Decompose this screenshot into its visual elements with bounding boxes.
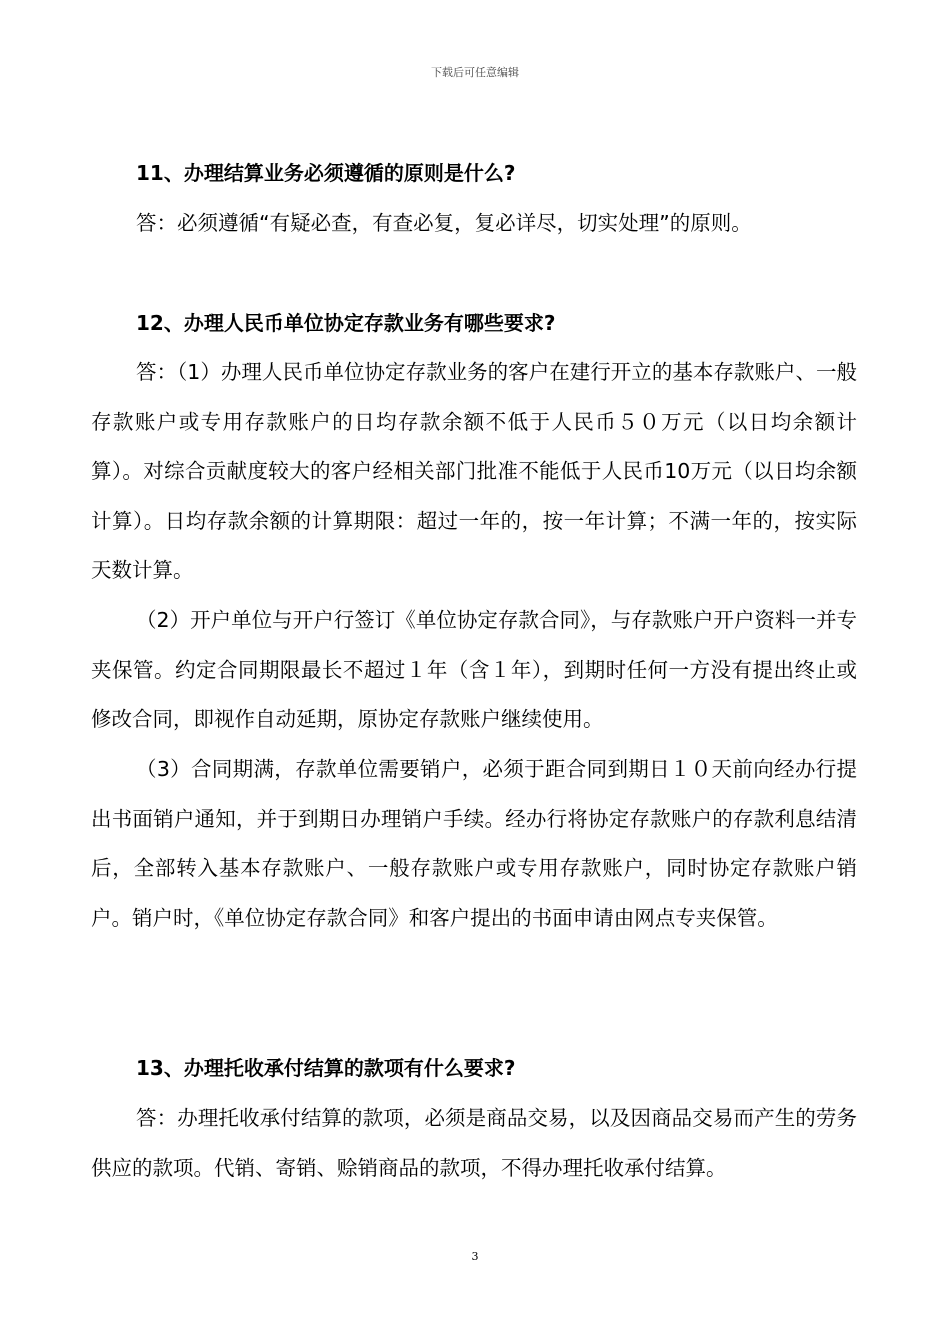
answer-13-paragraph: 答：办理托收承付结算的款项，必须是商品交易，以及因商品交易而产生的劳务供应的款项。代销、寄销、赊销商品的款项，不得办理托收承付结算。	[91, 1106, 857, 1180]
question-11-heading: 11、办理结算业务必须遵循的原则是什么?	[136, 161, 516, 185]
answer-12-paragraph-3: （3）合同期满，存款单位需要销户，必须于距合同到期日１０天前向经办行提出书面销户通知，并于到期日办理销户手续。经办行将协定存款账户的存款利息结清后，全部转入基本存款账户、一般存款账户或专用存款账户，同时协定存款账户销户。销户时，《单位协定存款合同》和客户提出的书面申请由网点专夹保管。	[91, 757, 857, 930]
page-header-note: 下载后可任意编辑	[431, 66, 519, 79]
page-number: 3	[471, 1250, 479, 1263]
answer-12-paragraph-2: （2）开户单位与开户行签订《单位协定存款合同》，与存款账户开户资料一并专夹保管。约定合同期限最长不超过１年（含１年），到期时任何一方没有提出终止或修改合同，即视作自动延期，原协定存款账户继续使用。	[91, 608, 857, 732]
answer-12-paragraph-1: 答：（1）办理人民币单位协定存款业务的客户在建行开立的基本存款账户、一般存款账户或专用存款账户的日均存款余额不低于人民币５０万元（以日均余额计算）。对综合贡献度较大的客户经相关部门批准不能低于人民币10万元（以日均余额计算）。日均存款余额的计算期限：超过一年的，按一年计算；不满一年的，按实际天数计算。	[91, 360, 857, 583]
question-13-heading: 13、办理托收承付结算的款项有什么要求?	[136, 1056, 516, 1080]
question-12-heading: 12、办理人民币单位协定存款业务有哪些要求?	[136, 311, 556, 335]
answer-11-paragraph: 答：必须遵循“有疑必查，有查必复，复必详尽，切实处理”的原则。	[136, 211, 752, 235]
